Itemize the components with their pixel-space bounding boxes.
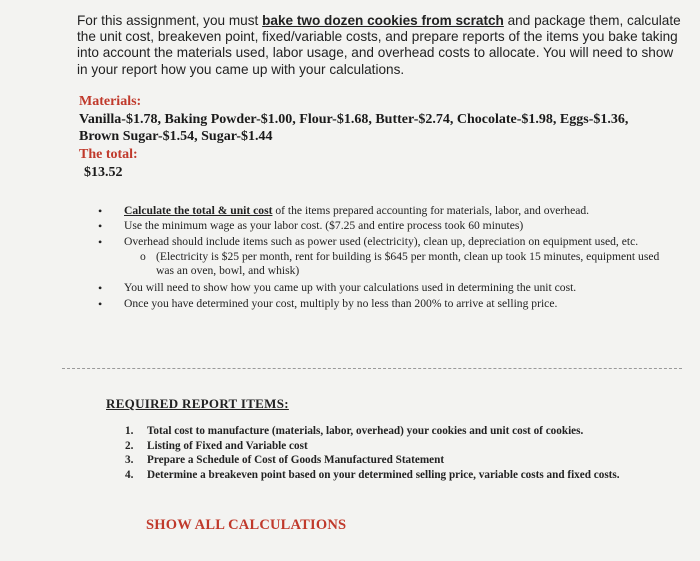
- item-text: Listing of Fixed and Variable cost: [147, 439, 308, 452]
- item-text: Prepare a Schedule of Cost of Goods Manufactured Statement: [147, 454, 445, 467]
- list-item: [96, 219, 676, 233]
- bullet-icon: •: [98, 219, 103, 234]
- bullet-2-text: Use the minimum wage as your labor cost. ($7.25 and entire process took 60 minutes): [124, 219, 524, 233]
- list-item: [125, 453, 665, 468]
- list-item: [125, 439, 665, 454]
- item-number: 2.: [125, 439, 134, 452]
- list-item: [125, 424, 665, 439]
- instruction-bullets: [96, 204, 676, 312]
- item-number: 1.: [125, 425, 134, 437]
- bullet-5-text: Once you have determined your cost, multiply by no less than 200% to arrive at selling price.: [124, 296, 558, 310]
- item-text: Determine a breakeven point based on your determined selling price, variable costs and fixed costs.: [147, 468, 620, 481]
- intro-text-part1: For this assignment, you must: [77, 13, 263, 28]
- list-item: [125, 468, 665, 483]
- bullet-icon: •: [98, 234, 103, 249]
- bullet-3-sub-text: (Electricity is $25 per month, rent for building is $645 per month, clean up took 15 minutes, equipment used was an oven, bowl, and whisk): [156, 249, 660, 278]
- list-item: [96, 297, 676, 311]
- total-heading: The total:: [79, 147, 138, 162]
- intro-emphasis: bake two dozen cookies from scratch: [262, 13, 504, 28]
- section-divider: [62, 368, 682, 369]
- list-item: [96, 235, 676, 249]
- assignment-intro: [77, 13, 682, 78]
- bullet-1-text: of the items prepared accounting for materials, labor, and overhead.: [272, 204, 590, 217]
- sub-bullet-icon: o: [140, 249, 146, 263]
- bullet-1-strong: Calculate the total & unit cost: [124, 204, 273, 217]
- bullet-3-text: Overhead should include items such as power used (electricity), clean up, depreciation on equipment used, etc.: [124, 234, 639, 248]
- item-number: 4.: [125, 468, 134, 481]
- intro-text-part2: and package them, calculate the unit cost, breakeven point, fixed/variable costs, and prepare reports of the items you bake taking into account the materials used, labor usage, and overhead costs to allocate. You will need to show in your report how you came up with your calculations.: [77, 13, 681, 77]
- item-text: Total cost to manufacture (materials, labor, overhead) your cookies and unit cost of cookies.: [147, 425, 584, 437]
- materials-heading: Materials:: [79, 94, 142, 109]
- materials-list: Vanilla-$1.78, Baking Powder-$1.00, Flour-$1.68, Butter-$2.74, Chocolate-$1.98, Eggs-$1.36, Brown Sugar-$1.54, Sugar-$1.44: [79, 112, 629, 144]
- list-item: [96, 281, 676, 295]
- list-item: [96, 250, 676, 279]
- report-items-list: [125, 424, 665, 482]
- bullet-4-text: You will need to show how you came up with your calculations used in determining the unit cost.: [124, 281, 577, 295]
- bullet-icon: •: [98, 281, 103, 296]
- report-heading: REQUIRED REPORT ITEMS:: [106, 396, 289, 411]
- bullet-icon: •: [98, 204, 103, 218]
- total-value: $13.52: [84, 165, 123, 180]
- show-all-calculations: SHOW ALL CALCULATIONS: [146, 517, 347, 533]
- list-item: [96, 204, 676, 218]
- bullet-icon: •: [98, 296, 103, 311]
- item-number: 3.: [125, 454, 134, 467]
